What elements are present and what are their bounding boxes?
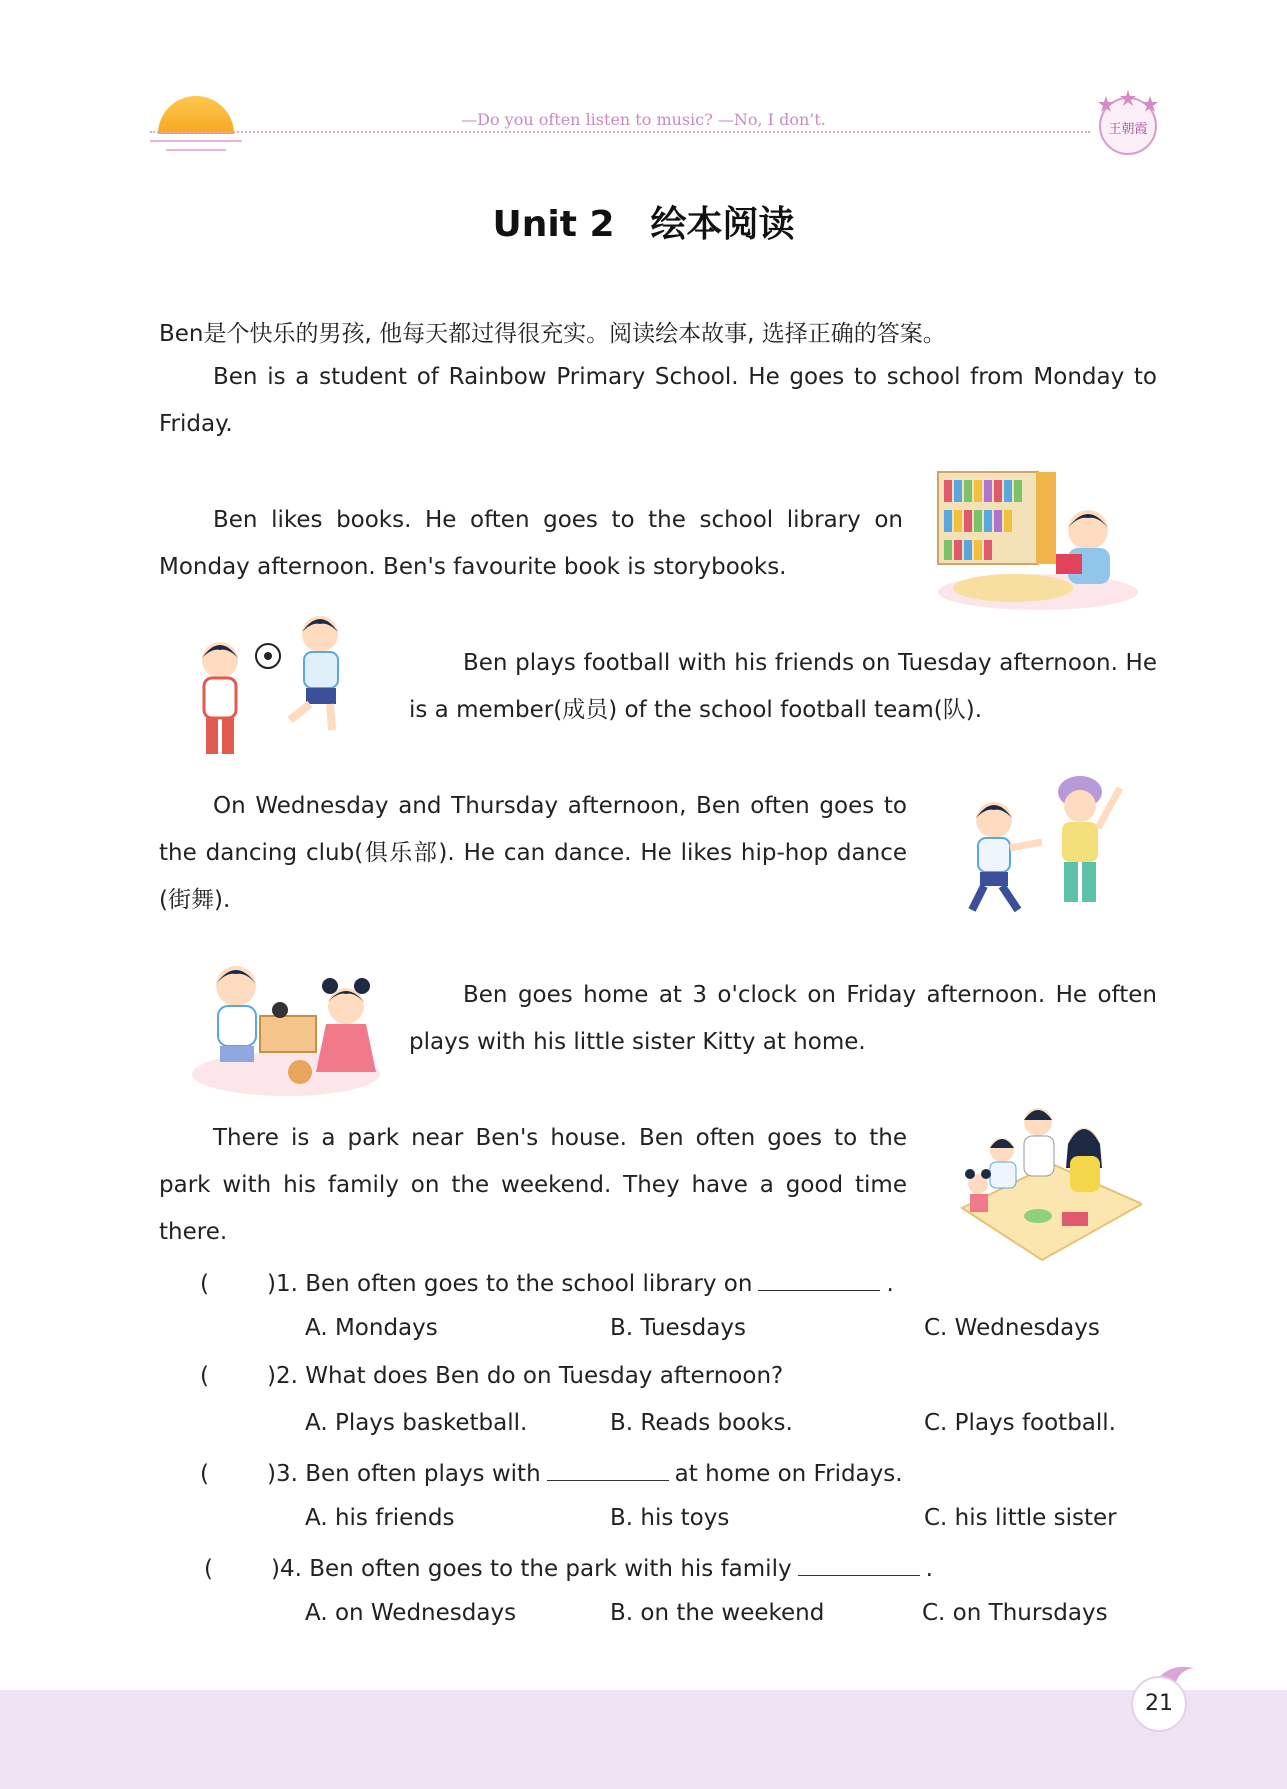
option-b[interactable]: B. on the weekend: [610, 1600, 825, 1626]
family-picnic-illustration: [942, 1108, 1142, 1268]
question-number: )2.: [266, 1363, 298, 1389]
option-b[interactable]: B. Tuesdays: [610, 1315, 746, 1341]
boy-and-sister-playing-illustration: [190, 956, 380, 1096]
answer-paren-open: (: [200, 1271, 209, 1297]
publisher-logo-icon: [1092, 86, 1164, 158]
story-paragraph: Ben goes home at 3 o'clock on Friday afternoon. He often plays with his little sister Kitty at home.: [409, 982, 1157, 1055]
question-number: )4.: [270, 1556, 302, 1582]
story-paragraph: There is a park near Ben's house. Ben often goes to the park with his family on the weekend. They have a good time there.: [159, 1125, 907, 1245]
question-text-end: .: [925, 1556, 933, 1582]
footer-band: [0, 1690, 1287, 1789]
question-text: Ben often goes to the school library on: [305, 1271, 753, 1297]
story-paragraph: On Wednesday and Thursday afternoon, Ben often goes to the dancing club(俱乐部). He can dance. He likes hip-hop dance (街舞).: [159, 793, 907, 913]
boy-reading-library-illustration: [928, 470, 1138, 610]
answer-paren-open: (: [204, 1556, 213, 1582]
option-c[interactable]: C. Plays football.: [924, 1410, 1116, 1436]
instruction-text: Ben是个快乐的男孩, 他每天都过得很充实。阅读绘本故事, 选择正确的答案。: [159, 321, 946, 347]
svg-text:王朝霞: 王朝霞: [1108, 122, 1148, 137]
fill-blank[interactable]: [758, 1268, 880, 1291]
running-title: —Do you often listen to music? —No, I don’t.: [461, 110, 826, 129]
question-4: [204, 1553, 933, 1582]
story-paragraph: Ben likes books. He often goes to the school library on Monday afternoon. Ben's favourite book is storybooks.: [159, 507, 903, 580]
question-2: [200, 1363, 783, 1389]
question-1: [200, 1268, 894, 1297]
answer-paren-open: (: [200, 1461, 209, 1487]
fill-blank[interactable]: [547, 1458, 669, 1481]
option-b[interactable]: B. Reads books.: [610, 1410, 793, 1436]
question-number: )3.: [266, 1461, 298, 1487]
option-c[interactable]: C. on Thursdays: [922, 1600, 1108, 1626]
question-text-end: .: [886, 1271, 894, 1297]
question-number: )1.: [266, 1271, 298, 1297]
option-a[interactable]: A. Plays basketball.: [305, 1410, 528, 1436]
header-rule: [150, 131, 1090, 133]
story-paragraph: Ben is a student of Rainbow Primary School. He goes to school from Monday to Friday.: [159, 364, 1157, 437]
story-paragraph: Ben plays football with his friends on Tuesday afternoon. He is a member(成员) of the school football team(队).: [409, 650, 1157, 723]
sun-line: [150, 140, 242, 142]
option-c[interactable]: C. Wednesdays: [924, 1315, 1100, 1341]
answer-paren-open: (: [200, 1363, 209, 1389]
question-text: Ben often goes to the park with his family: [309, 1556, 792, 1582]
page-number: 21: [1131, 1676, 1187, 1732]
question-3: [200, 1458, 903, 1487]
question-text: Ben often plays with: [305, 1461, 541, 1487]
option-b[interactable]: B. his toys: [610, 1505, 730, 1531]
fill-blank[interactable]: [798, 1553, 920, 1576]
option-a[interactable]: A. Mondays: [305, 1315, 438, 1341]
question-text: What does Ben do on Tuesday afternoon?: [305, 1363, 784, 1389]
boys-playing-football-illustration: [190, 610, 370, 770]
page-title: Unit 2 绘本阅读: [492, 204, 795, 245]
boys-dancing-illustration: [944, 770, 1130, 920]
option-a[interactable]: A. on Wednesdays: [305, 1600, 517, 1626]
question-text-end: at home on Fridays.: [674, 1461, 903, 1487]
option-a[interactable]: A. his friends: [305, 1505, 455, 1531]
sun-line: [166, 149, 226, 151]
option-c[interactable]: C. his little sister: [924, 1505, 1117, 1531]
